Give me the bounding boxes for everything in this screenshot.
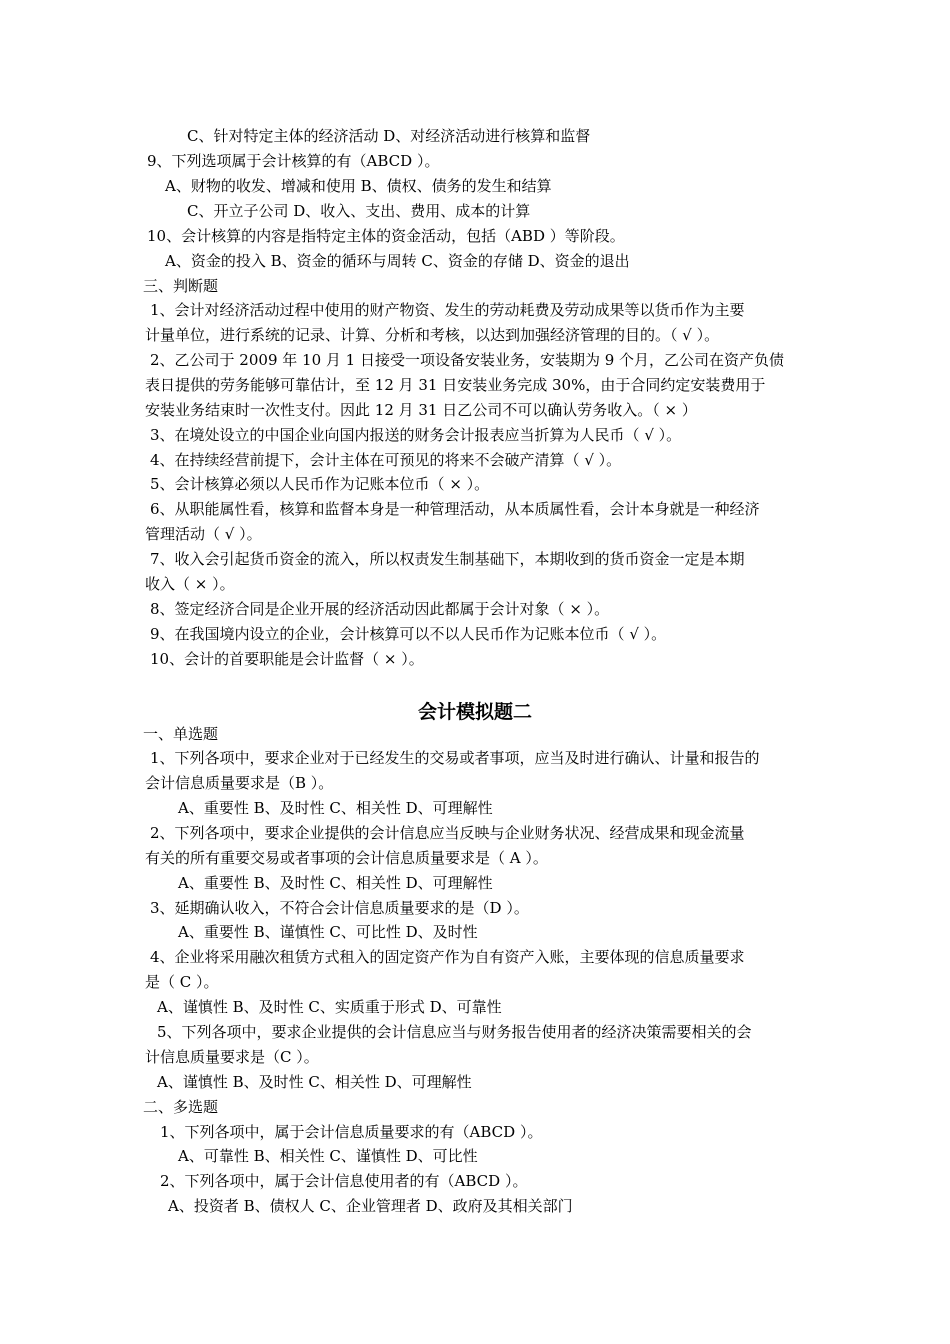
option-line: A、重要性 B、谨慎性 C、可比性 D、及时性	[178, 923, 478, 941]
question-line: 安装业务结束时一次性支付。因此 12 月 31 日乙公司不可以确认劳务收入。（ × ）	[145, 401, 697, 419]
question-line: 是（ C ）。	[145, 973, 219, 991]
question-line: 9、下列选项属于会计核算的有（ABCD ）。	[147, 152, 440, 170]
question-line: 3、在境处设立的中国企业向国内报送的财务会计报表应当折算为人民币（ √ ）。	[150, 426, 682, 444]
section-heading: 二、多选题	[143, 1098, 219, 1116]
section-heading: 三、判断题	[143, 277, 219, 295]
question-line: 10、会计的首要职能是会计监督（ × ）。	[150, 650, 424, 668]
question-line: 表日提供的劳务能够可靠估计，至 12 月 31 日安装业务完成 30%，由于合同约定安装费用于	[145, 376, 766, 394]
question-line: 1、会计对经济活动过程中使用的财产物资、发生的劳动耗费及劳动成果等以货币作为主要	[150, 301, 745, 319]
question-line: 收入（ × ）。	[145, 575, 235, 593]
question-line: 10、会计核算的内容是指特定主体的资金活动，包括（ABD ）等阶段。	[147, 227, 625, 245]
question-line: 7、收入会引起货币资金的流入，所以权责发生制基础下，本期收到的货币资金一定是本期	[150, 550, 745, 568]
question-line: 8、签定经济合同是企业开展的经济活动因此都属于会计对象（ × ）。	[150, 600, 610, 618]
option-line: A、重要性 B、及时性 C、相关性 D、可理解性	[178, 799, 493, 817]
option-line: A、投资者 B、债权人 C、企业管理者 D、政府及其相关部门	[168, 1197, 573, 1215]
question-line: 5、会计核算必须以人民币作为记账本位币（ × ）。	[150, 475, 490, 493]
question-line: 2、下列各项中，要求企业提供的会计信息应当反映与企业财务状况、经营成果和现金流量	[150, 824, 745, 842]
option-line: A、谨慎性 B、及时性 C、实质重于形式 D、可靠性	[157, 998, 502, 1016]
question-line: 9、在我国境内设立的企业，会计核算可以不以人民币作为记账本位币（ √ ）。	[150, 625, 667, 643]
question-line: 管理活动（ √ ）。	[145, 525, 262, 543]
option-line: C、开立子公司 D、收入、支出、费用、成本的计算	[187, 202, 531, 220]
question-line: 3、延期确认收入，不符合会计信息质量要求的是（D ）。	[150, 899, 529, 917]
option-line: A、谨慎性 B、及时性 C、相关性 D、可理解性	[157, 1073, 472, 1091]
question-line: 有关的所有重要交易或者事项的会计信息质量要求是（ A ）。	[145, 849, 548, 867]
question-line: 2、下列各项中，属于会计信息使用者的有（ABCD ）。	[160, 1172, 528, 1190]
question-line: 5、下列各项中，要求企业提供的会计信息应当与财务报告使用者的经济决策需要相关的会	[157, 1023, 752, 1041]
question-line: 1、下列各项中，要求企业对于已经发生的交易或者事项，应当及时进行确认、计量和报告的	[150, 749, 760, 767]
section-heading: 一、单选题	[143, 725, 219, 743]
section-title: 会计模拟题二	[417, 701, 532, 723]
option-line: A、可靠性 B、相关性 C、谨慎性 D、可比性	[178, 1147, 478, 1165]
question-line: 6、从职能属性看，核算和监督本身是一种管理活动，从本质属性看，会计本身就是一种经济	[150, 500, 760, 518]
question-line: 计量单位，进行系统的记录、计算、分析和考核，以达到加强经济管理的目的。（ √ ）。	[145, 326, 720, 344]
option-line: A、重要性 B、及时性 C、相关性 D、可理解性	[178, 874, 493, 892]
question-line: 会计信息质量要求是（B ）。	[145, 774, 334, 792]
question-line: 计信息质量要求是（C ）。	[145, 1048, 319, 1066]
question-line: 1、下列各项中，属于会计信息质量要求的有（ABCD ）。	[160, 1123, 543, 1141]
question-line: 4、企业将采用融次租赁方式租入的固定资产作为自有资产入账，主要体现的信息质量要求	[150, 948, 745, 966]
option-line: A、资金的投入 B、资金的循环与周转 C、资金的存储 D、资金的退出	[165, 252, 630, 270]
question-line: 2、乙公司于 2009 年 10 月 1 日接受一项设备安装业务，安装期为 9 个月，乙公司在资产负债	[150, 351, 785, 369]
question-line: 4、在持续经营前提下，会计主体在可预见的将来不会破产清算（ √ ）。	[150, 451, 622, 469]
option-line: A、财物的收发、增减和使用 B、债权、债务的发生和结算	[165, 177, 552, 195]
option-line: C、针对特定主体的经济活动 D、对经济活动进行核算和监督	[187, 127, 591, 145]
